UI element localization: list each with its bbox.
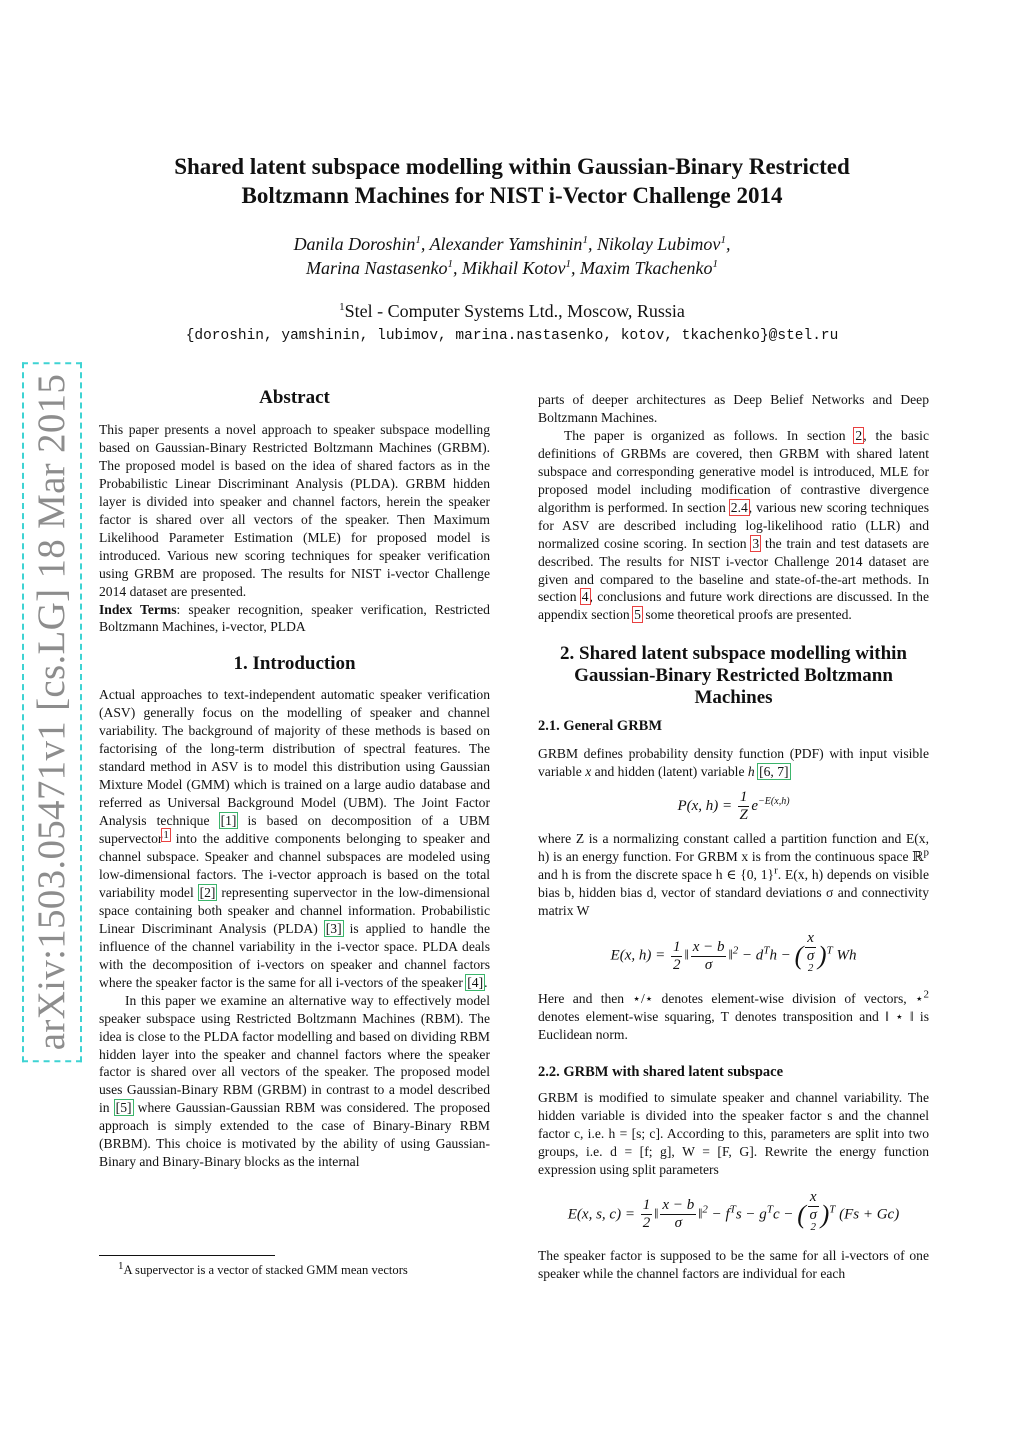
- subsection-2-1-heading: 2.1. General GRBM: [538, 718, 663, 735]
- equation-split-energy: E(x, s, c) = $\frac{1}{2}$ ‖ $\frac{x - b}{\sigma}$ ‖$^2$ − $f^Ts - g^Tc$ − ( x σ $^2$ )$^T$ (Fs + Gc): [567, 1188, 900, 1233]
- footnote-link[interactable]: 1: [163, 828, 169, 841]
- title-line-1: Shared latent subspace modelling within Gaussian-Binary Restricted: [174, 154, 850, 179]
- notation-description: Here and then ⋆/⋆ denotes element-wise division of vectors, ⋆$^2$ denotes element-wise squaring, T denotes transposition and ‖ ⋆ ‖ is Euclidean norm.: [538, 988, 929, 1042]
- citation-link[interactable]: [5]: [115, 1100, 132, 1116]
- citation-link[interactable]: [3]: [325, 920, 342, 936]
- index-terms: Index Terms: speaker recognition, speaker verification, Restricted Boltzmann Machines, i-vector, PLDA: [99, 601, 490, 635]
- author-list: Danila Doroshin$^1$, Alexander Yamshinin$^1$, Nikolay Lubimov$^1$, Marina Nastasenko$^1$, Mikhail Kotov$^1$, Maxim Tkachenko$^1$: [293, 234, 731, 278]
- author: Mikhail Kotov: [462, 258, 566, 278]
- section-link[interactable]: 5: [634, 607, 641, 623]
- left-column: [99, 387, 490, 1171]
- section-link[interactable]: 2.4: [730, 499, 748, 515]
- title-line-2: Boltzmann Machines for NIST i-Vector Challenge 2014: [241, 183, 783, 208]
- equation-pdf: P(x, h) = $\frac{1}{Z}$ $e^{-E(x,h)}$: [677, 789, 790, 824]
- author: Nikolay Lubimov: [596, 234, 721, 254]
- section-link[interactable]: 3: [752, 535, 760, 551]
- subsection-2-2-heading: 2.2. GRBM with shared latent subspace: [538, 1063, 784, 1080]
- abstract-text: This paper presents a novel approach to speaker subspace modelling based on Gaussian-Binary Restricted Boltzmann Machines (GRBM). The proposed model is based on the idea of shared factors as in the Probabilistic Linear Discriminant Analysis (PLDA). GRBM hidden layer is divided into speaker and channel factors, herein the speaker factor is shared over all vectors of the speaker. Then Maximum Likelihood Parameter Estimation (MLE) for proposed model is introduced. Various new scoring techniques for speaker verification using GRBM are proposed. The results for NIST i-vector Challenge 2014 dataset are presented.: [99, 422, 490, 599]
- paper-organization: The paper is organized as follows. In section 2, the basic definitions of GRBMs are covered, then GRBM with shared latent subspace and corresponding generative model is introduced, MLE for proposed model including modification of contrastive divergence algorithm is performed. In section 2.4, various new scoring techniques for ASV are described including log-likelihood ratio (LLR) and normalized cosine scoring. In section 3 the train and test datasets are described. The results for NIST i-vector Challenge 2014 dataset are given and compared to the baseline and state-of-the-art methods. In section 4, conclusions and future work directions are discussed. In the appendix section 5 some theoretical proofs are presented.: [538, 427, 929, 623]
- footnote: $^1$A supervector is a vector of stacked GMM mean vectors: [118, 1259, 408, 1277]
- author: Maxim Tkachenko: [580, 258, 713, 278]
- section-link[interactable]: 2: [855, 427, 863, 443]
- right-column: [538, 391, 929, 1283]
- intro-paragraph-1: Actual approaches to text-independent automatic speaker verification (ASV) generally focus on the modelling of speaker and channel variability. The background of majority of these methods is based on factorising of the long-term distribution of spectral features. The standard method in ASV is to model this distribution using Gaussian Mixture Model (GMM) which is trained on a large audio database and referred as Universal Background Model (UBM). The Joint Factor Analysis technique [1] is based on decomposition of a UBM supervector$^1$ into the additive components belonging to speaker and channel subspace. Speaker and channel subspaces are modeled using low-dimensional factors. The i-vector approach is based on the total variability model [2] representing supervector in the low-dimensional space containing both speaker and channel information. Probabilistic Linear Discriminant Analysis (PLDA) [3] is applied to handle the influence of the channel variability in the i-vector space. PLDA deals with the decomposition of i-vectors on speaker and channel factors where the speaker factor is the same for all i-vectors of the speaker [4].: [99, 687, 491, 990]
- author: Marina Nastasenko: [306, 258, 448, 278]
- footnote-rule: [99, 1255, 275, 1256]
- section-2-heading: 2. Shared latent subspace modelling within Gaussian-Binary Restricted Boltzmann Machines: [560, 643, 907, 709]
- abstract-heading: Abstract: [259, 387, 330, 408]
- email-list: {doroshin, yamshinin, lubimov, marina.nastasenko, kotov, tkachenko}@stel.ru: [185, 328, 839, 344]
- speaker-factor-text: The speaker factor is supposed to be the same for all i-vectors of one speaker while the channel factors are individual for each: [538, 1247, 929, 1281]
- section-link[interactable]: 4: [581, 589, 589, 605]
- citation-link[interactable]: [2]: [199, 884, 216, 900]
- intro-paragraph-2: In this paper we examine an alternative way to effectively model speaker subspace using Restricted Boltzmann Machines (RBM). The idea is close to the PLDA factor modelling and based on dividing RBM hidden layer into the speaker and channel factors where the speaker factor is shared over all vectors of the speaker. The proposed model uses Gaussian-Binary RBM (GRBM) in contrast to a model described in [5] where Gaussian-Gaussian RBM was considered. The proposed approach is simply extended to the case of Binary-Binary RBM (BRBM). This choice is motivated by the ability of using Gaussian-Binary and Binary-Binary blocks as the internal: [99, 992, 490, 1170]
- citation-link[interactable]: [6, 7]: [759, 764, 789, 780]
- affiliation: $^1$Stel - Computer Systems Ltd., Moscow, Russia: [339, 301, 685, 321]
- intro-heading: 1. Introduction: [233, 653, 356, 675]
- grbm-definition: GRBM defines probability density function (PDF) with input visible variable x and hidden (latent) variable h [6, 7]: [538, 746, 929, 780]
- energy-description: where Z is a normalizing constant called a partition function and E(x, h) is an energy function. For GRBM x is from the continuous space ℝ$^p$ and h is from the discrete space h ∈ {0, 1}$^r$. E(x, h) depends on visible bias b, hidden bias d, vector of standard deviations σ and connectivity matrix W: [538, 831, 929, 919]
- shared-subspace-text: GRBM is modified to simulate speaker and channel variability. The hidden variable is divided into the speaker factor s and the channel factor c, i.e. h = [s; c]. According to this, parameters are split into two groups, i.e. d = [f; g], W = [F, G]. Rewrite the energy function expression using split parameters: [538, 1089, 929, 1177]
- intro-continuation: parts of deeper architectures as Deep Belief Networks and Deep Boltzmann Machines.: [538, 392, 929, 425]
- citation-link[interactable]: [4]: [467, 974, 484, 990]
- author: Danila Doroshin: [293, 234, 416, 254]
- citation-link[interactable]: [1]: [220, 813, 237, 829]
- arxiv-identifier[interactable]: arXiv:1503.05471v1 [cs.LG] 18 Mar 2015: [28, 368, 76, 1056]
- author: Alexander Yamshinin: [429, 234, 583, 254]
- paper-title: [110, 152, 914, 210]
- equation-energy: E(x, h) = $\frac{1}{2}$ ‖ $\frac{x - b}{\sigma}$ ‖$^2$ − $d^Th$ − ( x σ $^2$ )$^T$ Wh: [610, 930, 857, 975]
